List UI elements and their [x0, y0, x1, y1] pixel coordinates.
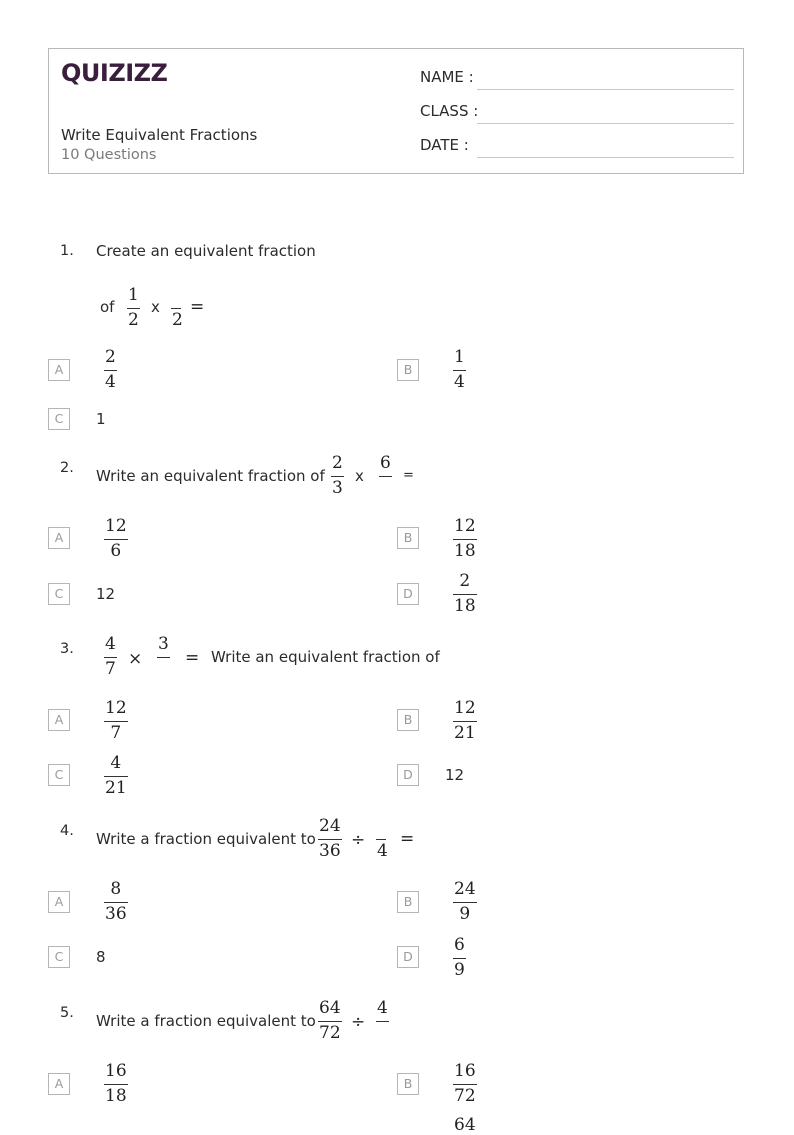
question-number: 3. — [60, 641, 74, 657]
date-field[interactable] — [420, 136, 734, 158]
numerator: 4 — [105, 634, 116, 654]
operator: ÷ — [351, 830, 366, 850]
fraction-1 — [318, 818, 342, 860]
operator: × — [128, 649, 143, 669]
denominator: 4 — [454, 372, 465, 392]
question-number: 2. — [60, 460, 74, 476]
option-c-text: 1 — [96, 410, 106, 428]
numerator: 2 — [332, 453, 343, 473]
numerator: 1 — [454, 347, 465, 367]
option-d-box[interactable]: D — [397, 583, 419, 605]
question-text: Write an equivalent fraction of — [211, 648, 440, 666]
option-a-box[interactable]: A — [48, 527, 70, 549]
option-c-fraction — [104, 755, 128, 797]
option-b-box[interactable]: B — [397, 709, 419, 731]
question-number: 5. — [60, 1005, 74, 1021]
denominator — [162, 661, 164, 678]
option-d-box[interactable]: D — [397, 946, 419, 968]
name-label: NAME : — [420, 68, 474, 86]
option-b-box[interactable]: B — [397, 527, 419, 549]
option-a-fraction — [104, 1063, 128, 1105]
option-a-fraction — [104, 881, 128, 923]
numerator: 12 — [105, 698, 127, 718]
fraction-1 — [318, 1000, 342, 1042]
question-text: Write an equivalent fraction of — [96, 467, 325, 485]
option-a-fraction — [104, 349, 117, 391]
numerator: 16 — [454, 1061, 476, 1081]
numerator: 12 — [454, 516, 476, 536]
numerator: 24 — [454, 879, 476, 899]
question-number: 1. — [60, 243, 74, 259]
fraction-1 — [104, 636, 117, 678]
numerator: 1 — [128, 285, 139, 305]
numerator: 4 — [110, 753, 122, 773]
numerator: 2 — [459, 571, 471, 591]
option-c-box[interactable]: C — [48, 764, 70, 786]
fraction-2 — [376, 818, 389, 860]
denominator: 18 — [105, 1086, 127, 1106]
denominator: 72 — [454, 1086, 476, 1106]
numerator — [176, 287, 178, 304]
denominator: 9 — [459, 904, 471, 924]
option-a-fraction — [104, 700, 128, 742]
numerator: 6 — [380, 453, 391, 473]
numerator: 2 — [105, 347, 116, 367]
operator: x — [151, 298, 160, 316]
option-c-box[interactable]: C — [48, 408, 70, 430]
worksheet-title: Write Equivalent Fractions — [61, 126, 258, 144]
denominator: 72 — [319, 1023, 341, 1043]
option-d-text: 12 — [445, 766, 465, 784]
equals-sign: = — [190, 297, 205, 317]
option-a-box[interactable]: A — [48, 891, 70, 913]
denominator: 21 — [105, 778, 127, 798]
numerator — [381, 818, 383, 835]
option-d-partial-numerator: 64 — [454, 1115, 476, 1135]
fraction-2 — [376, 1000, 389, 1042]
denominator: 18 — [454, 596, 476, 616]
equals-sign: = — [403, 468, 414, 483]
denominator: 18 — [454, 541, 476, 561]
denominator: 7 — [110, 723, 122, 743]
operator: x — [355, 467, 364, 485]
option-c-text: 12 — [96, 585, 116, 603]
numerator: 8 — [110, 879, 122, 899]
denominator — [381, 1025, 383, 1042]
fraction-2 — [157, 636, 170, 678]
option-b-fraction — [453, 349, 466, 391]
question-count: 10 Questions — [61, 147, 157, 163]
denominator: 2 — [128, 310, 139, 330]
denominator: 9 — [454, 960, 465, 980]
option-c-box[interactable]: C — [48, 946, 70, 968]
question-number: 4. — [60, 823, 74, 839]
denominator: 7 — [105, 659, 116, 679]
date-label: DATE : — [420, 136, 469, 154]
question-text: Write a fraction equivalent to — [96, 830, 316, 848]
numerator: 3 — [158, 634, 169, 654]
option-d-fraction — [453, 573, 477, 615]
option-b-box[interactable]: B — [397, 891, 419, 913]
denominator: 4 — [105, 372, 116, 392]
fraction-2 — [171, 287, 184, 329]
quizizz-logo: QUIZIZZ — [61, 59, 168, 87]
equals-sign: = — [185, 648, 200, 668]
option-b-box[interactable]: B — [397, 359, 419, 381]
option-c-box[interactable]: C — [48, 583, 70, 605]
denominator: 3 — [332, 478, 343, 498]
option-a-box[interactable]: A — [48, 1073, 70, 1095]
denominator: 4 — [377, 841, 388, 861]
option-c-text: 8 — [96, 948, 106, 966]
numerator: 12 — [105, 516, 127, 536]
worksheet-header — [48, 48, 744, 174]
numerator: 64 — [319, 998, 341, 1018]
class-line — [477, 123, 734, 124]
option-a-fraction — [104, 518, 128, 560]
denominator: 6 — [110, 541, 122, 561]
option-d-fraction — [453, 937, 466, 979]
option-b-box[interactable]: B — [397, 1073, 419, 1095]
option-b-fraction — [453, 1063, 477, 1105]
denominator — [384, 480, 386, 497]
denominator: 21 — [454, 723, 476, 743]
date-line — [477, 157, 734, 158]
name-field[interactable] — [420, 68, 734, 90]
numerator: 24 — [319, 816, 341, 836]
numerator: 6 — [454, 935, 465, 955]
denominator: 2 — [172, 310, 183, 330]
question-text: Create an equivalent fraction — [96, 242, 316, 260]
question-text-of: of — [100, 298, 115, 316]
option-b-fraction — [453, 700, 477, 742]
fraction-2 — [379, 455, 392, 497]
numerator: 16 — [105, 1061, 127, 1081]
name-line — [477, 89, 734, 90]
fraction-1 — [127, 287, 140, 329]
option-d-box[interactable]: D — [397, 764, 419, 786]
class-label: CLASS : — [420, 102, 479, 120]
option-a-box[interactable]: A — [48, 709, 70, 731]
question-text: Write a fraction equivalent to — [96, 1012, 316, 1030]
equals-sign: = — [400, 829, 415, 849]
denominator: 36 — [319, 841, 341, 861]
numerator: 4 — [377, 998, 388, 1018]
option-a-box[interactable]: A — [48, 359, 70, 381]
fraction-1 — [331, 455, 344, 497]
operator: ÷ — [351, 1012, 366, 1032]
class-field[interactable] — [420, 102, 734, 124]
option-b-fraction — [453, 881, 477, 923]
numerator: 12 — [454, 698, 476, 718]
option-b-fraction — [453, 518, 477, 560]
denominator: 36 — [105, 904, 127, 924]
